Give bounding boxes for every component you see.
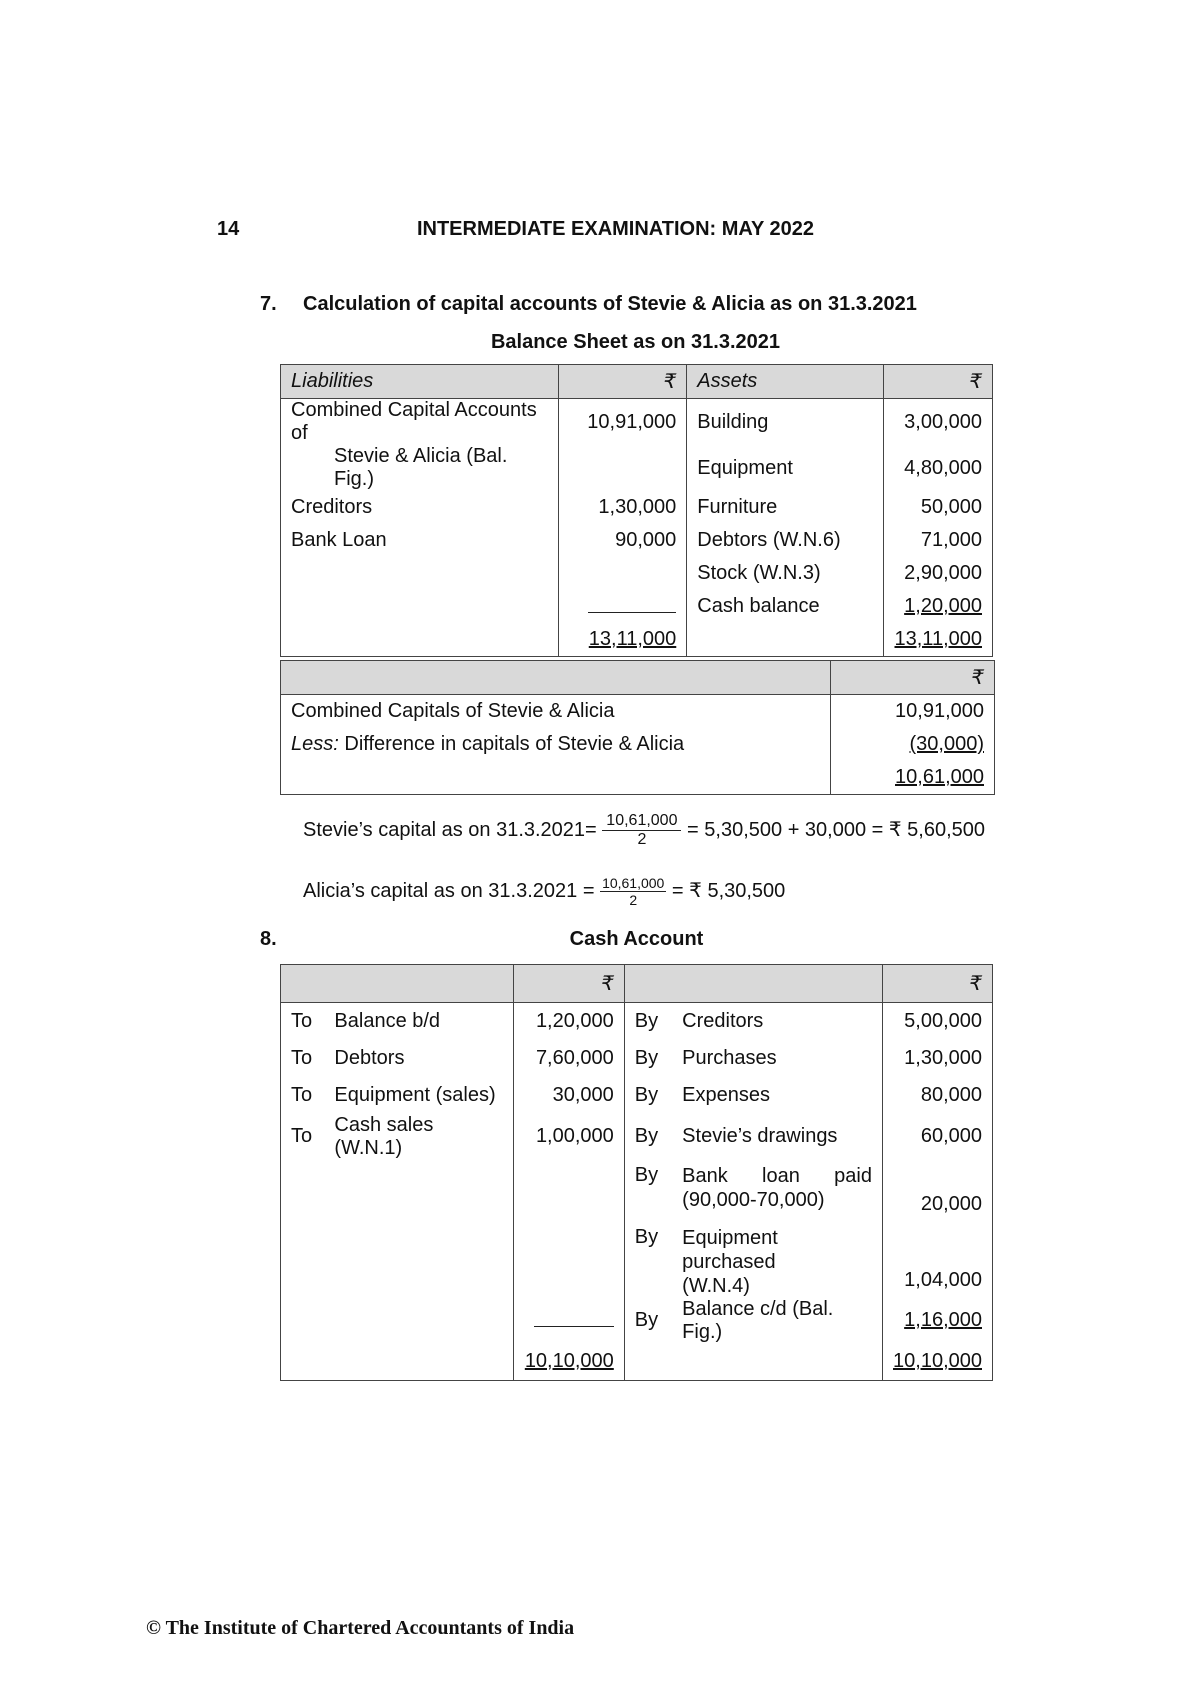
cash-account-caption: Cash Account xyxy=(569,928,704,950)
cr-amount: 20,000 xyxy=(882,1160,992,1222)
empty-header-cell xyxy=(324,965,513,1003)
calc-amount: 10,91,000 xyxy=(831,695,995,729)
asset-label: Building xyxy=(687,399,884,446)
empty-cell xyxy=(624,1344,672,1381)
empty-header-cell xyxy=(672,965,882,1003)
liability-label xyxy=(281,590,559,623)
cr-prefix: By xyxy=(624,1298,672,1344)
asset-amount: 71,000 xyxy=(884,524,993,557)
empty-cell xyxy=(513,1160,624,1222)
calc-label xyxy=(281,728,831,761)
cr-particular: Purchases xyxy=(672,1040,882,1077)
difference-label: Difference in capitals of Stevie & Alicia xyxy=(338,733,685,755)
liability-label xyxy=(281,557,559,590)
page-footer: © The Institute of Chartered Accountants of India xyxy=(146,1617,575,1639)
dr-particular: Balance b/d xyxy=(324,1003,513,1040)
cr-particular: Creditors xyxy=(672,1003,882,1040)
empty-cell xyxy=(324,1222,513,1298)
dr-particular: Debtors xyxy=(324,1040,513,1077)
asset-label: Furniture xyxy=(687,491,884,524)
table-row xyxy=(281,1160,993,1222)
alicia-denominator: 2 xyxy=(629,892,638,908)
empty-cell xyxy=(672,1344,882,1381)
dr-prefix: To xyxy=(281,1040,325,1077)
table-row xyxy=(281,695,995,729)
cr-amount: 60,000 xyxy=(882,1114,992,1160)
liability-label: Bank Loan xyxy=(281,524,559,557)
cr-particular xyxy=(672,1160,882,1222)
page-header: INTERMEDIATE EXAMINATION: MAY 2022 xyxy=(416,218,815,240)
alicia-fraction xyxy=(600,875,666,908)
total-row xyxy=(281,761,995,795)
liability-amount xyxy=(559,445,687,491)
dr-total: 10,10,000 xyxy=(513,1344,624,1381)
total-row xyxy=(281,1344,993,1381)
balance-sheet-header-row xyxy=(281,365,993,399)
table-row xyxy=(281,1114,993,1160)
calc-rupee-header: ₹ xyxy=(831,661,995,695)
empty-cell xyxy=(687,623,884,657)
cr-particular-line1: Bank loan paid xyxy=(682,1164,872,1187)
stevie-numerator: 10,61,000 xyxy=(602,812,681,831)
table-row xyxy=(281,1298,993,1344)
dr-amount: 30,000 xyxy=(513,1077,624,1114)
liability-rule xyxy=(559,590,687,623)
alicia-capital-line xyxy=(303,875,785,908)
stevie-capital-label: Stevie’s capital as on 31.3.2021= xyxy=(303,818,597,841)
dr-particular: Equipment (sales) xyxy=(324,1077,513,1114)
stevie-fraction xyxy=(602,812,681,849)
cr-amount: 1,16,000 xyxy=(882,1298,992,1344)
assets-header: Assets xyxy=(687,365,884,399)
dr-amount: 1,20,000 xyxy=(513,1003,624,1040)
question-7-number: 7. xyxy=(260,293,277,315)
table-row xyxy=(281,1040,993,1077)
empty-cell xyxy=(281,761,831,795)
cr-particular: Expenses xyxy=(672,1077,882,1114)
liability-label: Combined Capital Accounts of xyxy=(281,399,559,446)
assets-rupee-header: ₹ xyxy=(884,365,993,399)
less-label: Less: xyxy=(291,733,339,755)
empty-header-cell xyxy=(281,965,325,1003)
cr-particular-line1: Equipment purchased xyxy=(682,1226,778,1273)
liabilities-total: 13,11,000 xyxy=(559,623,687,657)
calc-total: 10,61,000 xyxy=(831,761,995,795)
cr-prefix: By xyxy=(624,1077,672,1114)
calc-label: Combined Capitals of Stevie & Alicia xyxy=(281,695,831,729)
cr-particular: Balance c/d (Bal. Fig.) xyxy=(672,1298,882,1344)
empty-cell xyxy=(324,1344,513,1381)
empty-cell xyxy=(513,1222,624,1298)
cr-prefix: By xyxy=(624,1114,672,1160)
page-number: 14 xyxy=(217,218,240,240)
stevie-denominator: 2 xyxy=(637,831,647,848)
dr-rule xyxy=(513,1298,624,1344)
cr-total: 10,10,000 xyxy=(882,1344,992,1381)
cr-particular-line2: (W.N.4) xyxy=(682,1274,750,1297)
empty-cell xyxy=(281,1222,325,1298)
cr-amount: 1,04,000 xyxy=(882,1222,992,1298)
cash-header-row xyxy=(281,965,993,1003)
empty-cell xyxy=(281,1344,325,1381)
cr-particular xyxy=(672,1222,882,1298)
balance-sheet-table xyxy=(280,364,993,657)
cr-amount: 1,30,000 xyxy=(882,1040,992,1077)
cr-prefix: By xyxy=(624,1003,672,1040)
stevie-capital-line xyxy=(303,812,985,849)
table-row xyxy=(281,1222,993,1298)
empty-header-cell xyxy=(624,965,672,1003)
asset-amount: 3,00,000 xyxy=(884,399,993,446)
cr-amount: 5,00,000 xyxy=(882,1003,992,1040)
alicia-numerator: 10,61,000 xyxy=(602,875,665,891)
calc-amount: (30,000) xyxy=(831,728,995,761)
question-8-number: 8. xyxy=(260,928,277,950)
dr-prefix: To xyxy=(281,1003,325,1040)
table-row xyxy=(281,728,995,761)
table-row xyxy=(281,524,993,557)
empty-cell xyxy=(281,1160,325,1222)
liabilities-header: Liabilities xyxy=(281,365,559,399)
liability-amount: 90,000 xyxy=(559,524,687,557)
table-row xyxy=(281,1003,993,1040)
asset-amount: 50,000 xyxy=(884,491,993,524)
assets-total: 13,11,000 xyxy=(884,623,993,657)
liability-amount xyxy=(559,557,687,590)
cr-prefix: By xyxy=(624,1040,672,1077)
table-row xyxy=(281,399,993,446)
dr-amount: 7,60,000 xyxy=(513,1040,624,1077)
table-row xyxy=(281,445,993,491)
total-row xyxy=(281,623,993,657)
cr-amount: 80,000 xyxy=(882,1077,992,1114)
alicia-capital-label: Alicia’s capital as on 31.3.2021 = xyxy=(303,879,595,902)
capital-calculation-table xyxy=(280,660,995,795)
asset-amount: 1,20,000 xyxy=(884,590,993,623)
dr-rupee-header: ₹ xyxy=(513,965,624,1003)
table-row xyxy=(281,557,993,590)
liability-amount: 10,91,000 xyxy=(559,399,687,446)
question-7-title: Calculation of capital accounts of Stevie & Alicia as on 31.3.2021 xyxy=(303,293,917,315)
calc-header-row xyxy=(281,661,995,695)
dr-prefix: To xyxy=(281,1114,325,1160)
asset-amount: 2,90,000 xyxy=(884,557,993,590)
cr-rupee-header: ₹ xyxy=(882,965,992,1003)
dr-amount: 1,00,000 xyxy=(513,1114,624,1160)
table-row xyxy=(281,590,993,623)
empty-cell xyxy=(281,623,559,657)
dr-prefix: To xyxy=(281,1077,325,1114)
asset-label: Stock (W.N.3) xyxy=(687,557,884,590)
table-row xyxy=(281,491,993,524)
asset-label: Cash balance xyxy=(687,590,884,623)
liabilities-rupee-header: ₹ xyxy=(559,365,687,399)
alicia-capital-result: = ₹ 5,30,500 xyxy=(671,879,786,902)
balance-sheet-caption: Balance Sheet as on 31.3.2021 xyxy=(490,331,781,353)
empty-header-cell xyxy=(281,661,831,695)
cr-particular-line2: (90,000-70,000) xyxy=(682,1188,825,1211)
cr-prefix: By xyxy=(624,1222,672,1298)
liability-label: Stevie & Alicia (Bal. Fig.) xyxy=(281,445,559,491)
empty-cell xyxy=(324,1160,513,1222)
stevie-capital-result: = 5,30,500 + 30,000 = ₹ 5,60,500 xyxy=(687,818,986,841)
asset-label: Debtors (W.N.6) xyxy=(687,524,884,557)
asset-label: Equipment xyxy=(687,445,884,491)
table-row xyxy=(281,1077,993,1114)
liability-amount: 1,30,000 xyxy=(559,491,687,524)
cr-particular: Stevie’s drawings xyxy=(672,1114,882,1160)
asset-amount: 4,80,000 xyxy=(884,445,993,491)
empty-cell xyxy=(324,1298,513,1344)
cash-account-table xyxy=(280,964,993,1381)
dr-particular: Cash sales (W.N.1) xyxy=(324,1114,513,1160)
liability-label: Creditors xyxy=(281,491,559,524)
empty-cell xyxy=(281,1298,325,1344)
cr-prefix: By xyxy=(624,1160,672,1222)
